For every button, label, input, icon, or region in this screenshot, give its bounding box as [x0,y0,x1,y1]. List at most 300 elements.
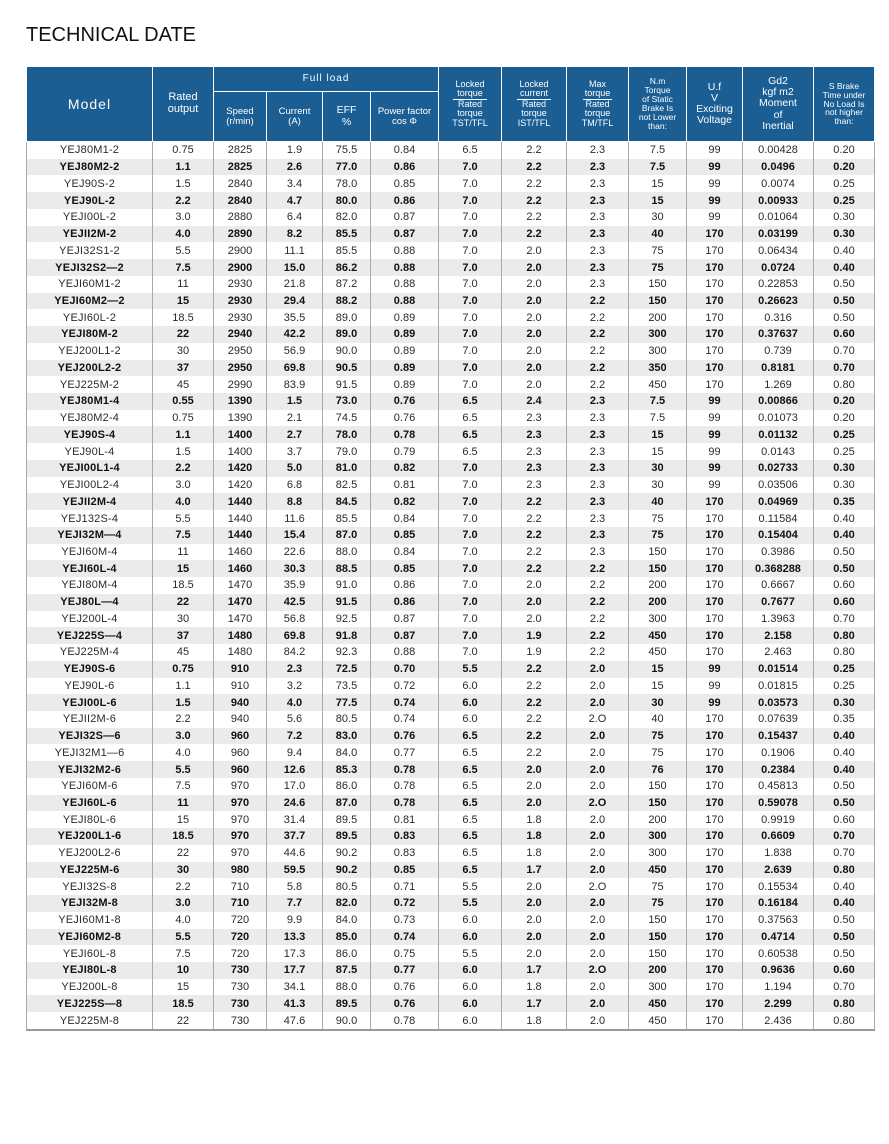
cell-locked-torque-ratio: 7.0 [439,242,502,259]
cell-power-factor: 0.85 [371,175,439,192]
cell-moment-of-inertia: 0.59078 [743,795,814,812]
cell-speed: 970 [214,811,267,828]
cell-rated-output: 5.5 [153,242,214,259]
table-row [27,426,875,443]
cell-efficiency: 88.2 [323,293,371,310]
cell-moment-of-inertia: 0.03199 [743,226,814,243]
cell-exciting-voltage: 99 [687,426,743,443]
cell-locked-torque-ratio: 7.0 [439,360,502,377]
cell-current: 24.6 [267,795,323,812]
cell-locked-torque-ratio: 7.0 [439,276,502,293]
cell-brake-torque: 15 [629,192,687,209]
cell-efficiency: 91.0 [323,577,371,594]
table-row [27,778,875,795]
cell-speed: 970 [214,778,267,795]
cell-rated-output: 5.5 [153,510,214,527]
cell-efficiency: 80.5 [323,878,371,895]
cell-brake-torque: 450 [629,376,687,393]
cell-moment-of-inertia: 0.04969 [743,493,814,510]
cell-rated-output: 11 [153,544,214,561]
cell-speed: 960 [214,728,267,745]
table-row [27,309,875,326]
cell-locked-torque-ratio: 6.5 [439,410,502,427]
cell-max-torque-ratio: 2.0 [567,761,629,778]
cell-max-torque-ratio: 2.2 [567,644,629,661]
cell-moment-of-inertia: 0.9636 [743,962,814,979]
table-row [27,862,875,879]
table-row [27,360,875,377]
cell-moment-of-inertia: 2.639 [743,862,814,879]
cell-speed: 1480 [214,644,267,661]
table-row [27,644,875,661]
cell-exciting-voltage: 170 [687,343,743,360]
cell-model: YEJ200L-8 [27,979,153,996]
header-locked-current: Locked current Rated torque IST/TFL [502,67,567,142]
cell-moment-of-inertia: 2.158 [743,627,814,644]
cell-speed: 1470 [214,594,267,611]
table-row [27,845,875,862]
cell-brake-time: 0.80 [814,376,875,393]
cell-locked-torque-ratio: 6.5 [439,761,502,778]
cell-max-torque-ratio: 2.0 [567,1012,629,1030]
cell-max-torque-ratio: 2.2 [567,577,629,594]
cell-exciting-voltage: 170 [687,360,743,377]
cell-exciting-voltage: 170 [687,493,743,510]
cell-speed: 2990 [214,376,267,393]
cell-locked-current-ratio: 2.2 [502,192,567,209]
cell-brake-time: 0.40 [814,259,875,276]
cell-locked-torque-ratio: 7.0 [439,343,502,360]
cell-brake-torque: 200 [629,962,687,979]
table-row [27,226,875,243]
cell-brake-torque: 450 [629,995,687,1012]
cell-brake-torque: 150 [629,945,687,962]
cell-max-torque-ratio: 2.3 [567,209,629,226]
cell-brake-torque: 30 [629,694,687,711]
table-row [27,560,875,577]
cell-power-factor: 0.81 [371,811,439,828]
cell-rated-output: 0.75 [153,661,214,678]
cell-speed: 970 [214,845,267,862]
cell-model: YEJ80M1-4 [27,393,153,410]
cell-power-factor: 0.70 [371,661,439,678]
cell-brake-torque: 150 [629,276,687,293]
cell-moment-of-inertia: 1.194 [743,979,814,996]
cell-moment-of-inertia: 0.2384 [743,761,814,778]
cell-power-factor: 0.88 [371,293,439,310]
cell-efficiency: 85.5 [323,226,371,243]
cell-power-factor: 0.89 [371,326,439,343]
cell-locked-torque-ratio: 5.5 [439,661,502,678]
cell-rated-output: 1.5 [153,443,214,460]
cell-speed: 1400 [214,443,267,460]
cell-current: 3.4 [267,175,323,192]
cell-locked-current-ratio: 2.0 [502,611,567,628]
cell-moment-of-inertia: 0.01064 [743,209,814,226]
cell-locked-current-ratio: 1.8 [502,828,567,845]
cell-exciting-voltage: 170 [687,527,743,544]
cell-moment-of-inertia: 0.15437 [743,728,814,745]
header-locked-torque: Locked torque Rated torque TST/TFL [439,67,502,142]
cell-power-factor: 0.78 [371,778,439,795]
cell-speed: 2840 [214,175,267,192]
cell-brake-torque: 150 [629,912,687,929]
cell-brake-torque: 75 [629,744,687,761]
cell-locked-current-ratio: 2.0 [502,326,567,343]
cell-rated-output: 37 [153,360,214,377]
cell-moment-of-inertia: 0.3986 [743,544,814,561]
cell-brake-torque: 300 [629,828,687,845]
header-max-torque-numerator: Max torque [584,78,611,99]
cell-power-factor: 0.87 [371,226,439,243]
cell-brake-time: 0.25 [814,661,875,678]
cell-efficiency: 91.5 [323,376,371,393]
cell-exciting-voltage: 170 [687,862,743,879]
cell-max-torque-ratio: 2.3 [567,226,629,243]
cell-speed: 2840 [214,192,267,209]
cell-moment-of-inertia: 0.03573 [743,694,814,711]
cell-max-torque-ratio: 2.2 [567,293,629,310]
table-row [27,544,875,561]
cell-brake-time: 0.35 [814,711,875,728]
cell-brake-time: 0.30 [814,209,875,226]
cell-locked-current-ratio: 2.0 [502,343,567,360]
cell-locked-current-ratio: 2.2 [502,226,567,243]
cell-rated-output: 2.2 [153,878,214,895]
cell-rated-output: 18.5 [153,309,214,326]
cell-speed: 2890 [214,226,267,243]
cell-exciting-voltage: 99 [687,694,743,711]
cell-exciting-voltage: 99 [687,393,743,410]
cell-power-factor: 0.76 [371,995,439,1012]
cell-exciting-voltage: 170 [687,711,743,728]
cell-moment-of-inertia: 0.45813 [743,778,814,795]
cell-moment-of-inertia: 0.8181 [743,360,814,377]
cell-power-factor: 0.79 [371,443,439,460]
cell-rated-output: 0.75 [153,410,214,427]
cell-power-factor: 0.89 [371,343,439,360]
cell-exciting-voltage: 170 [687,895,743,912]
cell-power-factor: 0.86 [371,192,439,209]
cell-rated-output: 5.5 [153,929,214,946]
cell-current: 1.5 [267,393,323,410]
header-current: Current (A) [267,92,323,142]
cell-moment-of-inertia: 0.00428 [743,142,814,159]
cell-exciting-voltage: 170 [687,878,743,895]
cell-speed: 730 [214,979,267,996]
cell-rated-output: 22 [153,326,214,343]
cell-current: 12.6 [267,761,323,778]
cell-max-torque-ratio: 2.2 [567,360,629,377]
cell-speed: 980 [214,862,267,879]
cell-locked-torque-ratio: 6.0 [439,995,502,1012]
cell-locked-torque-ratio: 7.0 [439,477,502,494]
cell-locked-torque-ratio: 6.5 [439,426,502,443]
cell-efficiency: 77.0 [323,159,371,176]
cell-power-factor: 0.87 [371,209,439,226]
cell-efficiency: 88.0 [323,979,371,996]
cell-current: 11.6 [267,510,323,527]
cell-locked-current-ratio: 2.3 [502,426,567,443]
cell-locked-torque-ratio: 7.0 [439,644,502,661]
table-row [27,410,875,427]
cell-model: YEJ200L1-2 [27,343,153,360]
cell-rated-output: 15 [153,979,214,996]
table-row [27,493,875,510]
cell-power-factor: 0.87 [371,611,439,628]
cell-current: 9.9 [267,912,323,929]
cell-locked-current-ratio: 1.8 [502,811,567,828]
cell-power-factor: 0.88 [371,644,439,661]
cell-speed: 960 [214,744,267,761]
cell-moment-of-inertia: 0.0496 [743,159,814,176]
cell-max-torque-ratio: 2.3 [567,443,629,460]
cell-max-torque-ratio: 2.2 [567,326,629,343]
cell-moment-of-inertia: 0.37637 [743,326,814,343]
cell-locked-current-ratio: 2.0 [502,259,567,276]
cell-efficiency: 90.5 [323,360,371,377]
cell-power-factor: 0.84 [371,544,439,561]
cell-power-factor: 0.88 [371,259,439,276]
cell-exciting-voltage: 170 [687,577,743,594]
cell-moment-of-inertia: 2.463 [743,644,814,661]
table-row [27,326,875,343]
cell-moment-of-inertia: 0.00933 [743,192,814,209]
cell-brake-time: 0.40 [814,761,875,778]
cell-brake-time: 0.40 [814,744,875,761]
cell-model: YEJ80L—4 [27,594,153,611]
cell-locked-current-ratio: 2.2 [502,744,567,761]
cell-moment-of-inertia: 0.03506 [743,477,814,494]
cell-power-factor: 0.89 [371,309,439,326]
cell-rated-output: 4.0 [153,226,214,243]
cell-current: 11.1 [267,242,323,259]
cell-model: YEJ225M-4 [27,644,153,661]
cell-exciting-voltage: 99 [687,661,743,678]
cell-efficiency: 87.0 [323,795,371,812]
cell-efficiency: 81.0 [323,460,371,477]
table-body [27,142,875,1030]
cell-brake-torque: 15 [629,661,687,678]
cell-power-factor: 0.85 [371,527,439,544]
cell-efficiency: 86.0 [323,945,371,962]
table-row [27,510,875,527]
cell-brake-torque: 300 [629,611,687,628]
cell-model: YEJI32S2—2 [27,259,153,276]
cell-brake-torque: 150 [629,560,687,577]
cell-locked-current-ratio: 2.3 [502,443,567,460]
cell-locked-torque-ratio: 6.0 [439,979,502,996]
cell-efficiency: 80.0 [323,192,371,209]
table-row [27,159,875,176]
cell-max-torque-ratio: 2.0 [567,678,629,695]
cell-exciting-voltage: 170 [687,795,743,812]
table-row [27,728,875,745]
cell-current: 2.6 [267,159,323,176]
cell-power-factor: 0.72 [371,895,439,912]
cell-power-factor: 0.88 [371,242,439,259]
cell-rated-output: 2.2 [153,711,214,728]
cell-brake-torque: 7.5 [629,159,687,176]
cell-max-torque-ratio: 2.3 [567,159,629,176]
cell-rated-output: 15 [153,560,214,577]
cell-model: YEJ90L-2 [27,192,153,209]
cell-model: YEJI60M-4 [27,544,153,561]
cell-current: 3.7 [267,443,323,460]
cell-exciting-voltage: 170 [687,811,743,828]
cell-efficiency: 89.5 [323,811,371,828]
cell-locked-torque-ratio: 7.0 [439,527,502,544]
cell-power-factor: 0.87 [371,627,439,644]
cell-moment-of-inertia: 0.22853 [743,276,814,293]
cell-brake-torque: 300 [629,845,687,862]
cell-model: YEJ225S—8 [27,995,153,1012]
cell-max-torque-ratio: 2.2 [567,627,629,644]
cell-max-torque-ratio: 2.3 [567,493,629,510]
cell-locked-torque-ratio: 6.5 [439,142,502,159]
cell-moment-of-inertia: 0.07639 [743,711,814,728]
cell-max-torque-ratio: 2.0 [567,845,629,862]
cell-current: 59.5 [267,862,323,879]
cell-current: 21.8 [267,276,323,293]
cell-efficiency: 74.5 [323,410,371,427]
cell-speed: 960 [214,761,267,778]
cell-brake-time: 0.60 [814,326,875,343]
cell-brake-time: 0.70 [814,979,875,996]
cell-exciting-voltage: 99 [687,192,743,209]
cell-efficiency: 82.0 [323,895,371,912]
cell-brake-time: 0.70 [814,845,875,862]
cell-current: 56.8 [267,611,323,628]
cell-max-torque-ratio: 2.O [567,962,629,979]
table-row [27,962,875,979]
cell-moment-of-inertia: 0.1906 [743,744,814,761]
cell-max-torque-ratio: 2.0 [567,828,629,845]
cell-exciting-voltage: 170 [687,242,743,259]
cell-locked-current-ratio: 2.2 [502,159,567,176]
cell-locked-torque-ratio: 6.0 [439,962,502,979]
cell-locked-torque-ratio: 6.0 [439,929,502,946]
cell-current: 4.7 [267,192,323,209]
cell-brake-time: 0.40 [814,895,875,912]
cell-brake-time: 0.20 [814,159,875,176]
cell-exciting-voltage: 170 [687,627,743,644]
cell-brake-time: 0.80 [814,995,875,1012]
cell-brake-torque: 150 [629,778,687,795]
cell-current: 30.3 [267,560,323,577]
cell-speed: 910 [214,678,267,695]
cell-exciting-voltage: 170 [687,376,743,393]
cell-locked-current-ratio: 2.0 [502,912,567,929]
cell-exciting-voltage: 170 [687,293,743,310]
cell-max-torque-ratio: 2.0 [567,912,629,929]
cell-rated-output: 7.5 [153,945,214,962]
cell-locked-current-ratio: 2.2 [502,711,567,728]
cell-efficiency: 92.3 [323,644,371,661]
cell-brake-time: 0.80 [814,644,875,661]
table-row [27,811,875,828]
cell-locked-torque-ratio: 7.0 [439,209,502,226]
cell-brake-torque: 350 [629,360,687,377]
cell-model: YEJI60M2—2 [27,293,153,310]
cell-power-factor: 0.77 [371,744,439,761]
cell-max-torque-ratio: 2.O [567,711,629,728]
cell-efficiency: 83.0 [323,728,371,745]
cell-current: 4.0 [267,694,323,711]
cell-power-factor: 0.78 [371,426,439,443]
cell-current: 42.5 [267,594,323,611]
table-row [27,878,875,895]
cell-current: 69.8 [267,627,323,644]
cell-exciting-voltage: 170 [687,326,743,343]
cell-brake-torque: 30 [629,209,687,226]
cell-locked-current-ratio: 2.0 [502,293,567,310]
cell-power-factor: 0.86 [371,159,439,176]
cell-exciting-voltage: 99 [687,175,743,192]
cell-max-torque-ratio: 2.3 [567,477,629,494]
cell-efficiency: 78.0 [323,426,371,443]
cell-current: 6.4 [267,209,323,226]
cell-speed: 1460 [214,544,267,561]
cell-rated-output: 3.0 [153,895,214,912]
cell-moment-of-inertia: 0.316 [743,309,814,326]
cell-model: YEJI00L2-4 [27,477,153,494]
cell-efficiency: 75.5 [323,142,371,159]
cell-locked-torque-ratio: 7.0 [439,544,502,561]
cell-rated-output: 7.5 [153,527,214,544]
cell-locked-current-ratio: 1.7 [502,995,567,1012]
cell-brake-torque: 40 [629,226,687,243]
cell-locked-torque-ratio: 6.5 [439,393,502,410]
cell-locked-current-ratio: 2.0 [502,895,567,912]
cell-locked-current-ratio: 2.2 [502,527,567,544]
cell-model: YEJI32M2-6 [27,761,153,778]
cell-power-factor: 0.78 [371,1012,439,1030]
cell-brake-time: 0.50 [814,276,875,293]
table-row [27,995,875,1012]
cell-max-torque-ratio: 2.3 [567,192,629,209]
cell-locked-current-ratio: 2.0 [502,276,567,293]
cell-rated-output: 2.2 [153,192,214,209]
table-row [27,912,875,929]
cell-brake-torque: 200 [629,811,687,828]
cell-model: YEJI60M1-8 [27,912,153,929]
cell-model: YEJ132S-4 [27,510,153,527]
table-row [27,761,875,778]
table-row [27,192,875,209]
table-row [27,795,875,812]
cell-brake-time: 0.20 [814,393,875,410]
cell-model: YEJI60L-4 [27,560,153,577]
cell-current: 2.3 [267,661,323,678]
cell-current: 44.6 [267,845,323,862]
cell-model: YEJ225S—4 [27,627,153,644]
cell-locked-current-ratio: 2.2 [502,209,567,226]
cell-brake-torque: 75 [629,510,687,527]
cell-exciting-voltage: 99 [687,410,743,427]
cell-locked-current-ratio: 2.2 [502,560,567,577]
cell-max-torque-ratio: 2.0 [567,995,629,1012]
cell-brake-time: 0.40 [814,242,875,259]
cell-current: 29.4 [267,293,323,310]
cell-rated-output: 45 [153,376,214,393]
cell-locked-torque-ratio: 7.0 [439,560,502,577]
cell-locked-torque-ratio: 7.0 [439,293,502,310]
cell-locked-current-ratio: 2.0 [502,577,567,594]
cell-brake-time: 0.50 [814,309,875,326]
cell-efficiency: 84.0 [323,912,371,929]
cell-rated-output: 22 [153,594,214,611]
